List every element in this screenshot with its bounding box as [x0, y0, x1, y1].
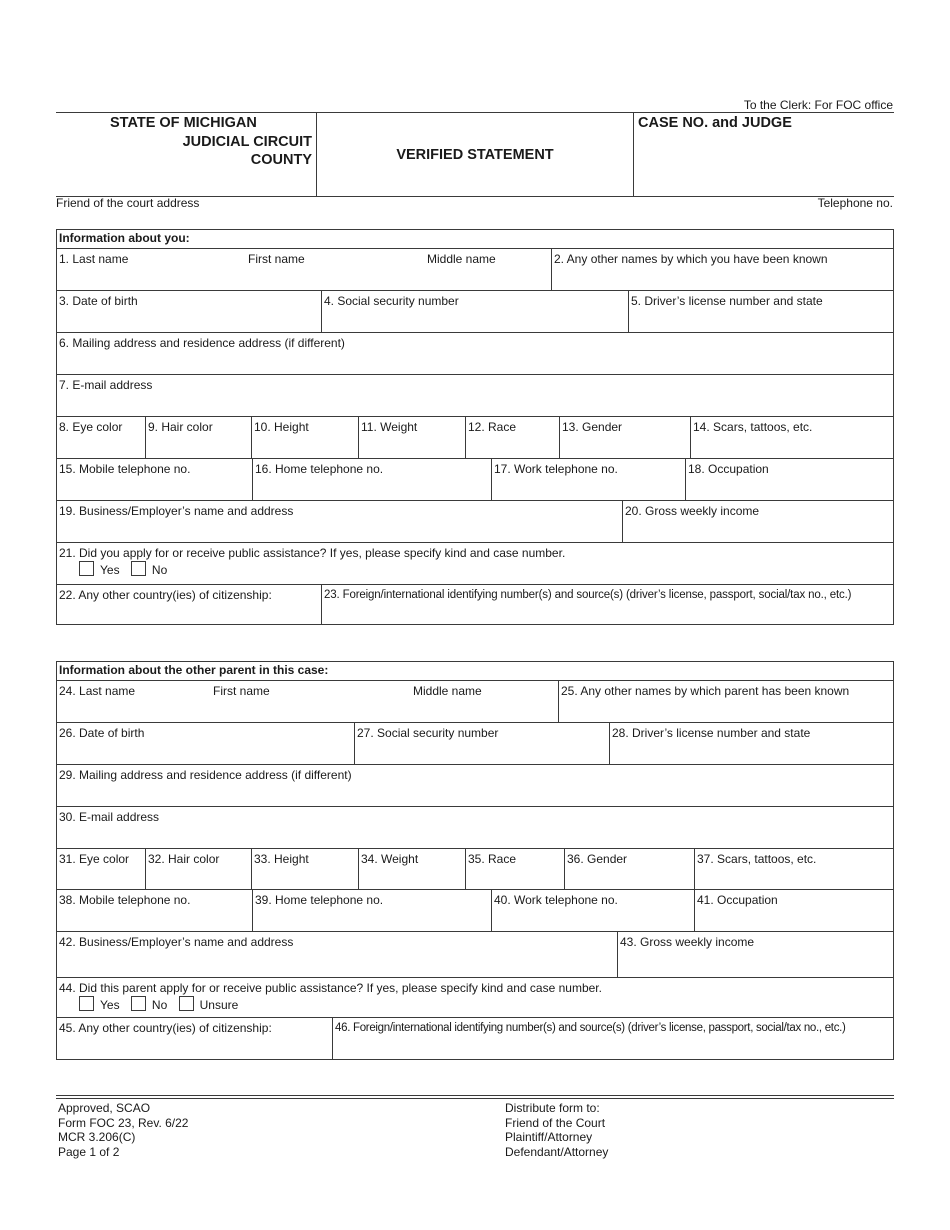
gender-label: 13. Gender	[562, 420, 623, 434]
hair-color-field[interactable]	[145, 417, 252, 459]
other-assistance-no-checkbox[interactable]	[131, 996, 146, 1011]
address-field[interactable]	[57, 332, 893, 375]
other-race-label: 35. Race	[468, 852, 517, 866]
row-other-names	[57, 680, 893, 723]
other-assistance-yes-option	[79, 996, 120, 1012]
other-assistance-yes-checkbox[interactable]	[79, 996, 94, 1011]
hair-color-label: 9. Hair color	[148, 420, 213, 434]
race-field[interactable]	[465, 417, 560, 459]
assistance-no-checkbox[interactable]	[131, 561, 146, 576]
address-label: 6. Mailing address and residence address (if different)	[59, 336, 345, 350]
assistance-no-option	[131, 561, 167, 577]
other-last-name-field[interactable]	[57, 681, 558, 723]
other-home-phone-field[interactable]	[252, 890, 492, 932]
home-phone-label: 16. Home telephone no.	[255, 462, 384, 476]
dob-label: 3. Date of birth	[59, 294, 138, 308]
section-other-parent	[56, 661, 894, 1060]
citizenship-label: 22. Any other country(ies) of citizenship:	[59, 588, 272, 602]
other-income-field[interactable]	[617, 932, 893, 978]
other-height-label: 33. Height	[254, 852, 309, 866]
row-other-employer	[57, 931, 893, 978]
section-other-title: Information about the other parent in this case:	[59, 663, 329, 677]
section-you-title: Information about you:	[59, 231, 190, 245]
assistance-no-label: No	[151, 563, 168, 577]
other-eye-color-field[interactable]	[57, 849, 145, 890]
state-label: STATE OF MICHIGAN	[110, 115, 257, 131]
section-you	[56, 229, 894, 625]
last-name-label: 1. Last name	[59, 252, 129, 266]
footer-page-number: Page 1 of 2	[58, 1144, 120, 1159]
other-employer-field[interactable]	[57, 932, 617, 978]
foc-address-label: Friend of the court address	[56, 196, 200, 210]
other-ssn-label: 27. Social security number	[357, 726, 499, 740]
eye-color-label: 8. Eye color	[59, 420, 123, 434]
other-gender-label: 36. Gender	[567, 852, 628, 866]
other-citizenship-field[interactable]	[57, 1018, 332, 1059]
assistance-options	[79, 561, 175, 577]
footer-rule-1	[56, 1095, 894, 1096]
telephone-label: Telephone no.	[817, 196, 893, 210]
other-address-field[interactable]	[57, 764, 893, 807]
clerk-note: To the Clerk: For FOC office	[743, 98, 893, 112]
other-license-field[interactable]	[609, 723, 893, 765]
other-dob-label: 26. Date of birth	[59, 726, 145, 740]
gender-field[interactable]	[559, 417, 691, 459]
assistance-field	[57, 542, 893, 585]
footer-approved: Approved, SCAO	[58, 1101, 151, 1115]
other-assistance-options	[79, 996, 246, 1012]
foreign-id-label: 23. Foreign/international identifying number(s) and source(s) (driver’s license, passport, social/tax no., etc.)	[324, 589, 852, 601]
other-hair-color-label: 32. Hair color	[148, 852, 220, 866]
other-dob-field[interactable]	[57, 723, 354, 765]
section-other-header	[57, 662, 893, 680]
license-label: 5. Driver’s license number and state	[631, 294, 823, 308]
row-employer	[57, 500, 893, 543]
other-work-phone-label: 40. Work telephone no.	[494, 893, 618, 907]
other-foreign-id-field[interactable]	[332, 1018, 893, 1059]
last-name-field[interactable]	[57, 249, 551, 291]
other-names-field[interactable]	[551, 249, 893, 291]
weight-field[interactable]	[358, 417, 466, 459]
footer-distribution	[505, 1101, 608, 1159]
distribution-title: Distribute form to:	[505, 1101, 600, 1115]
other-occupation-field[interactable]	[694, 890, 893, 932]
ssn-field[interactable]	[321, 291, 629, 333]
other-ssn-field[interactable]	[354, 723, 610, 765]
footer-court-rule: MCR 3.206(C)	[58, 1130, 136, 1144]
other-hair-color-field[interactable]	[145, 849, 252, 890]
row-other-physical	[57, 848, 893, 890]
other-last-name-label: 24. Last name	[59, 684, 136, 698]
license-field[interactable]	[628, 291, 893, 333]
row-ids	[57, 290, 893, 333]
other-weight-label: 34. Weight	[361, 852, 419, 866]
header-top-rule	[56, 112, 894, 113]
other-assistance-question: 44. Did this parent apply for or receive public assistance? If yes, please specify kind and case number.	[59, 981, 602, 995]
home-phone-field[interactable]	[252, 459, 492, 501]
row-other-ids	[57, 722, 893, 765]
other-email-field[interactable]	[57, 806, 893, 849]
county-label: COUNTY	[250, 152, 312, 168]
other-work-phone-field[interactable]	[491, 890, 695, 932]
other-assistance-unsure-option	[179, 996, 239, 1012]
other-gender-field[interactable]	[564, 849, 695, 890]
other-assistance-field	[57, 977, 893, 1018]
section-you-header	[57, 230, 893, 248]
other-aliases-label: 25. Any other names by which parent has been known	[561, 684, 850, 698]
eye-color-field[interactable]	[57, 417, 145, 459]
other-scars-label: 37. Scars, tattoos, etc.	[697, 852, 817, 866]
scars-field[interactable]	[690, 417, 893, 459]
income-label: 20. Gross weekly income	[625, 504, 760, 518]
weight-label: 11. Weight	[361, 420, 418, 434]
other-foreign-id-label: 46. Foreign/international identifying number(s) and source(s) (driver’s license, passport, social/tax no., etc.)	[335, 1022, 846, 1034]
other-home-phone-label: 39. Home telephone no.	[255, 893, 384, 907]
occupation-field[interactable]	[685, 459, 893, 501]
email-field[interactable]	[57, 374, 893, 417]
mobile-phone-label: 15. Mobile telephone no.	[59, 462, 191, 476]
email-label: 7. E-mail address	[59, 378, 153, 392]
mobile-phone-field[interactable]	[57, 459, 252, 501]
first-name-label: First name	[248, 252, 305, 266]
other-assistance-unsure-label: Unsure	[199, 998, 239, 1012]
other-weight-field[interactable]	[358, 849, 466, 890]
footer-rule-2	[56, 1098, 894, 1099]
other-assistance-no-option	[131, 996, 167, 1012]
page-title: VERIFIED STATEMENT	[396, 147, 554, 163]
row-phones	[57, 458, 893, 501]
footer-form-number: Form FOC 23, Rev. 6/22	[58, 1115, 189, 1130]
race-label: 12. Race	[468, 420, 517, 434]
other-first-name-label: First name	[213, 684, 270, 698]
distribution-defendant: Defendant/Attorney	[505, 1144, 609, 1159]
row-other-phones	[57, 889, 893, 932]
other-citizenship-label: 45. Any other country(ies) of citizenship:	[59, 1021, 272, 1035]
height-field[interactable]	[251, 417, 359, 459]
other-middle-name-label: Middle name	[413, 684, 482, 698]
case-label: CASE NO. and JUDGE	[638, 115, 792, 131]
header-divider-2	[633, 112, 634, 196]
other-assistance-unsure-checkbox[interactable]	[179, 996, 194, 1011]
row-other-citizenship	[57, 1017, 893, 1059]
work-phone-field[interactable]	[491, 459, 686, 501]
row-physical	[57, 416, 893, 459]
middle-name-label: Middle name	[427, 252, 496, 266]
other-license-label: 28. Driver’s license number and state	[612, 726, 811, 740]
other-assistance-yes-label: Yes	[100, 998, 120, 1012]
other-eye-color-label: 31. Eye color	[59, 852, 130, 866]
occupation-label: 18. Occupation	[688, 462, 769, 476]
circuit-label: JUDICIAL CIRCUIT	[182, 134, 312, 150]
other-occupation-label: 41. Occupation	[697, 893, 778, 907]
other-aliases-field[interactable]	[558, 681, 893, 723]
scars-label: 14. Scars, tattoos, etc.	[693, 420, 813, 434]
other-address-label: 29. Mailing address and residence address (if different)	[59, 768, 352, 782]
other-race-field[interactable]	[465, 849, 565, 890]
footer-form-info	[58, 1101, 188, 1159]
ssn-label: 4. Social security number	[324, 294, 459, 308]
height-label: 10. Height	[254, 420, 309, 434]
employer-field[interactable]	[57, 501, 622, 543]
employer-label: 19. Business/Employer’s name and address	[59, 504, 294, 518]
income-field[interactable]	[622, 501, 893, 543]
row-names	[57, 248, 893, 291]
assistance-yes-label: Yes	[100, 563, 120, 577]
other-email-label: 30. E-mail address	[59, 810, 160, 824]
work-phone-label: 17. Work telephone no.	[494, 462, 618, 476]
assistance-question: 21. Did you apply for or receive public assistance? If yes, please specify kind and case number.	[59, 546, 566, 560]
other-names-label: 2. Any other names by which you have been known	[554, 252, 828, 266]
distribution-plaintiff: Plaintiff/Attorney	[505, 1130, 593, 1144]
foreign-id-field[interactable]	[321, 585, 893, 624]
other-mobile-phone-label: 38. Mobile telephone no.	[59, 893, 191, 907]
other-income-label: 43. Gross weekly income	[620, 935, 755, 949]
other-scars-field[interactable]	[694, 849, 893, 890]
other-assistance-no-label: No	[151, 998, 168, 1012]
assistance-yes-checkbox[interactable]	[79, 561, 94, 576]
dob-field[interactable]	[57, 291, 321, 333]
other-height-field[interactable]	[251, 849, 359, 890]
row-citizenship	[57, 584, 893, 624]
distribution-foc: Friend of the Court	[505, 1115, 606, 1130]
citizenship-field[interactable]	[57, 585, 321, 624]
other-mobile-phone-field[interactable]	[57, 890, 252, 932]
assistance-yes-option	[79, 561, 120, 577]
other-employer-label: 42. Business/Employer’s name and address	[59, 935, 294, 949]
